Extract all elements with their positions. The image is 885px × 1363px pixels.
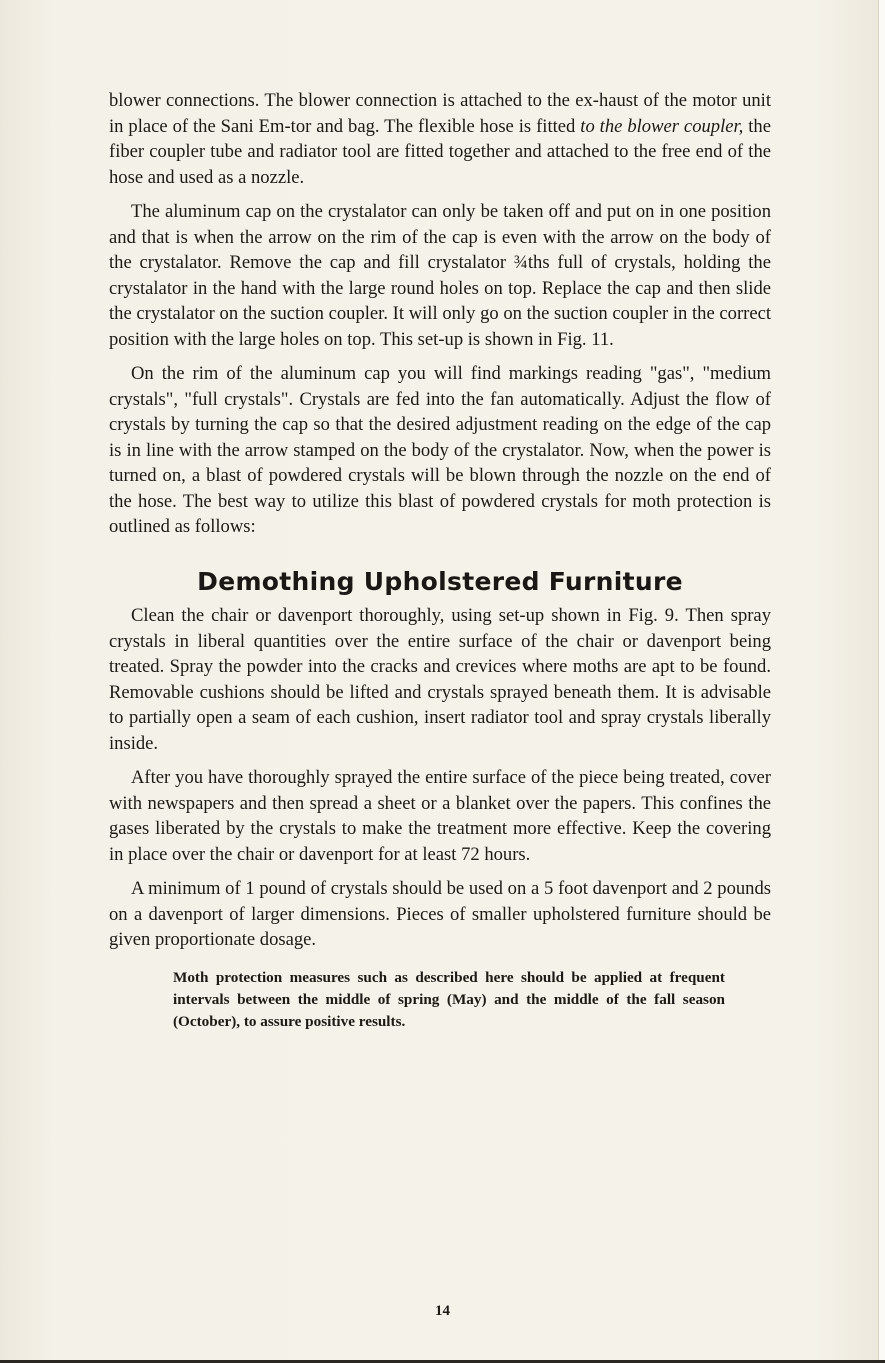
paragraph-blower (109, 88, 771, 190)
blower-text-start: blower connections. The blower connection is attached to the ex-haust of the motor unit in place of the Sani Em-tor and bag. The flexible hose is fitted (109, 90, 771, 137)
paragraph-rim-markings: On the rim of the aluminum cap you will find markings reading "gas", "medium crystals", "full crystals". Crystals are fed into the fan automatically. Adjust the flow of crystals by turning the cap so that the desired adjustment reading on the edge of the cap is in line with the arrow stamped on the body of the crystalator. Now, when the power is turned on, a blast of powdered crystals will be blown through the nozzle on the end of the hose. The best way to utilize this blast of powdered crystals for moth protection is outlined as follows: (109, 363, 771, 537)
page-edge (878, 0, 885, 1363)
body-text (109, 88, 771, 1033)
section-heading: Demothing Upholstered Furniture (197, 566, 683, 596)
blower-text-end: the fiber coupler tube and radiator tool are fitted together and attached to the free end of the hose and used as a nozzle. (109, 115, 771, 188)
blower-coupler-italic: to the blower coupler, (580, 115, 744, 137)
page-number: 14 (435, 1303, 450, 1319)
bold-note: Moth protection measures such as described here should be applied at frequent intervals between the middle of spring (May) and the middle of the fall season (October), to assure positive results. (173, 968, 725, 1030)
paragraph-aluminum-cap: The aluminum cap on the crystalator can only be taken off and put on in one position and that is when the arrow on the rim of the cap is even with the arrow on the body of the crystalator. Remove the cap and fill crystalator ¾ths full of crystals, holding the crystalator in the hand with the large round holes on top. Replace the cap and then slide the crystalator on the suction coupler. It will only go on the suction coupler in the correct position with the large holes on top. This set-up is shown in Fig. 11. (109, 201, 771, 350)
paragraph-cover: After you have thoroughly sprayed the entire surface of the piece being treated, cover with newspapers and then spread a sheet or a blanket over the papers. This confines the gases liberated by the crystals to make the treatment more effective. Keep the covering in place over the chair or davenport for at least 72 hours. (109, 767, 771, 865)
paragraph-minimum-dosage: A minimum of 1 pound of crystals should be used on a 5 foot davenport and 2 pounds on a davenport of larger dimensions. Pieces of smaller upholstered furniture should be given proportionate dosage. (109, 878, 771, 950)
paragraph-clean-chair: Clean the chair or davenport thoroughly, using set-up shown in Fig. 9. Then spray crystals in liberal quantities over the entire surface of the chair or davenport being treated. Spray the powder into the cracks and crevices where moths are apt to be found. Removable cushions should be lifted and crystals sprayed beneath them. It is advisable to partially open a seam of each cushion, insert radiator tool and spray crystals liberally inside. (109, 605, 771, 754)
